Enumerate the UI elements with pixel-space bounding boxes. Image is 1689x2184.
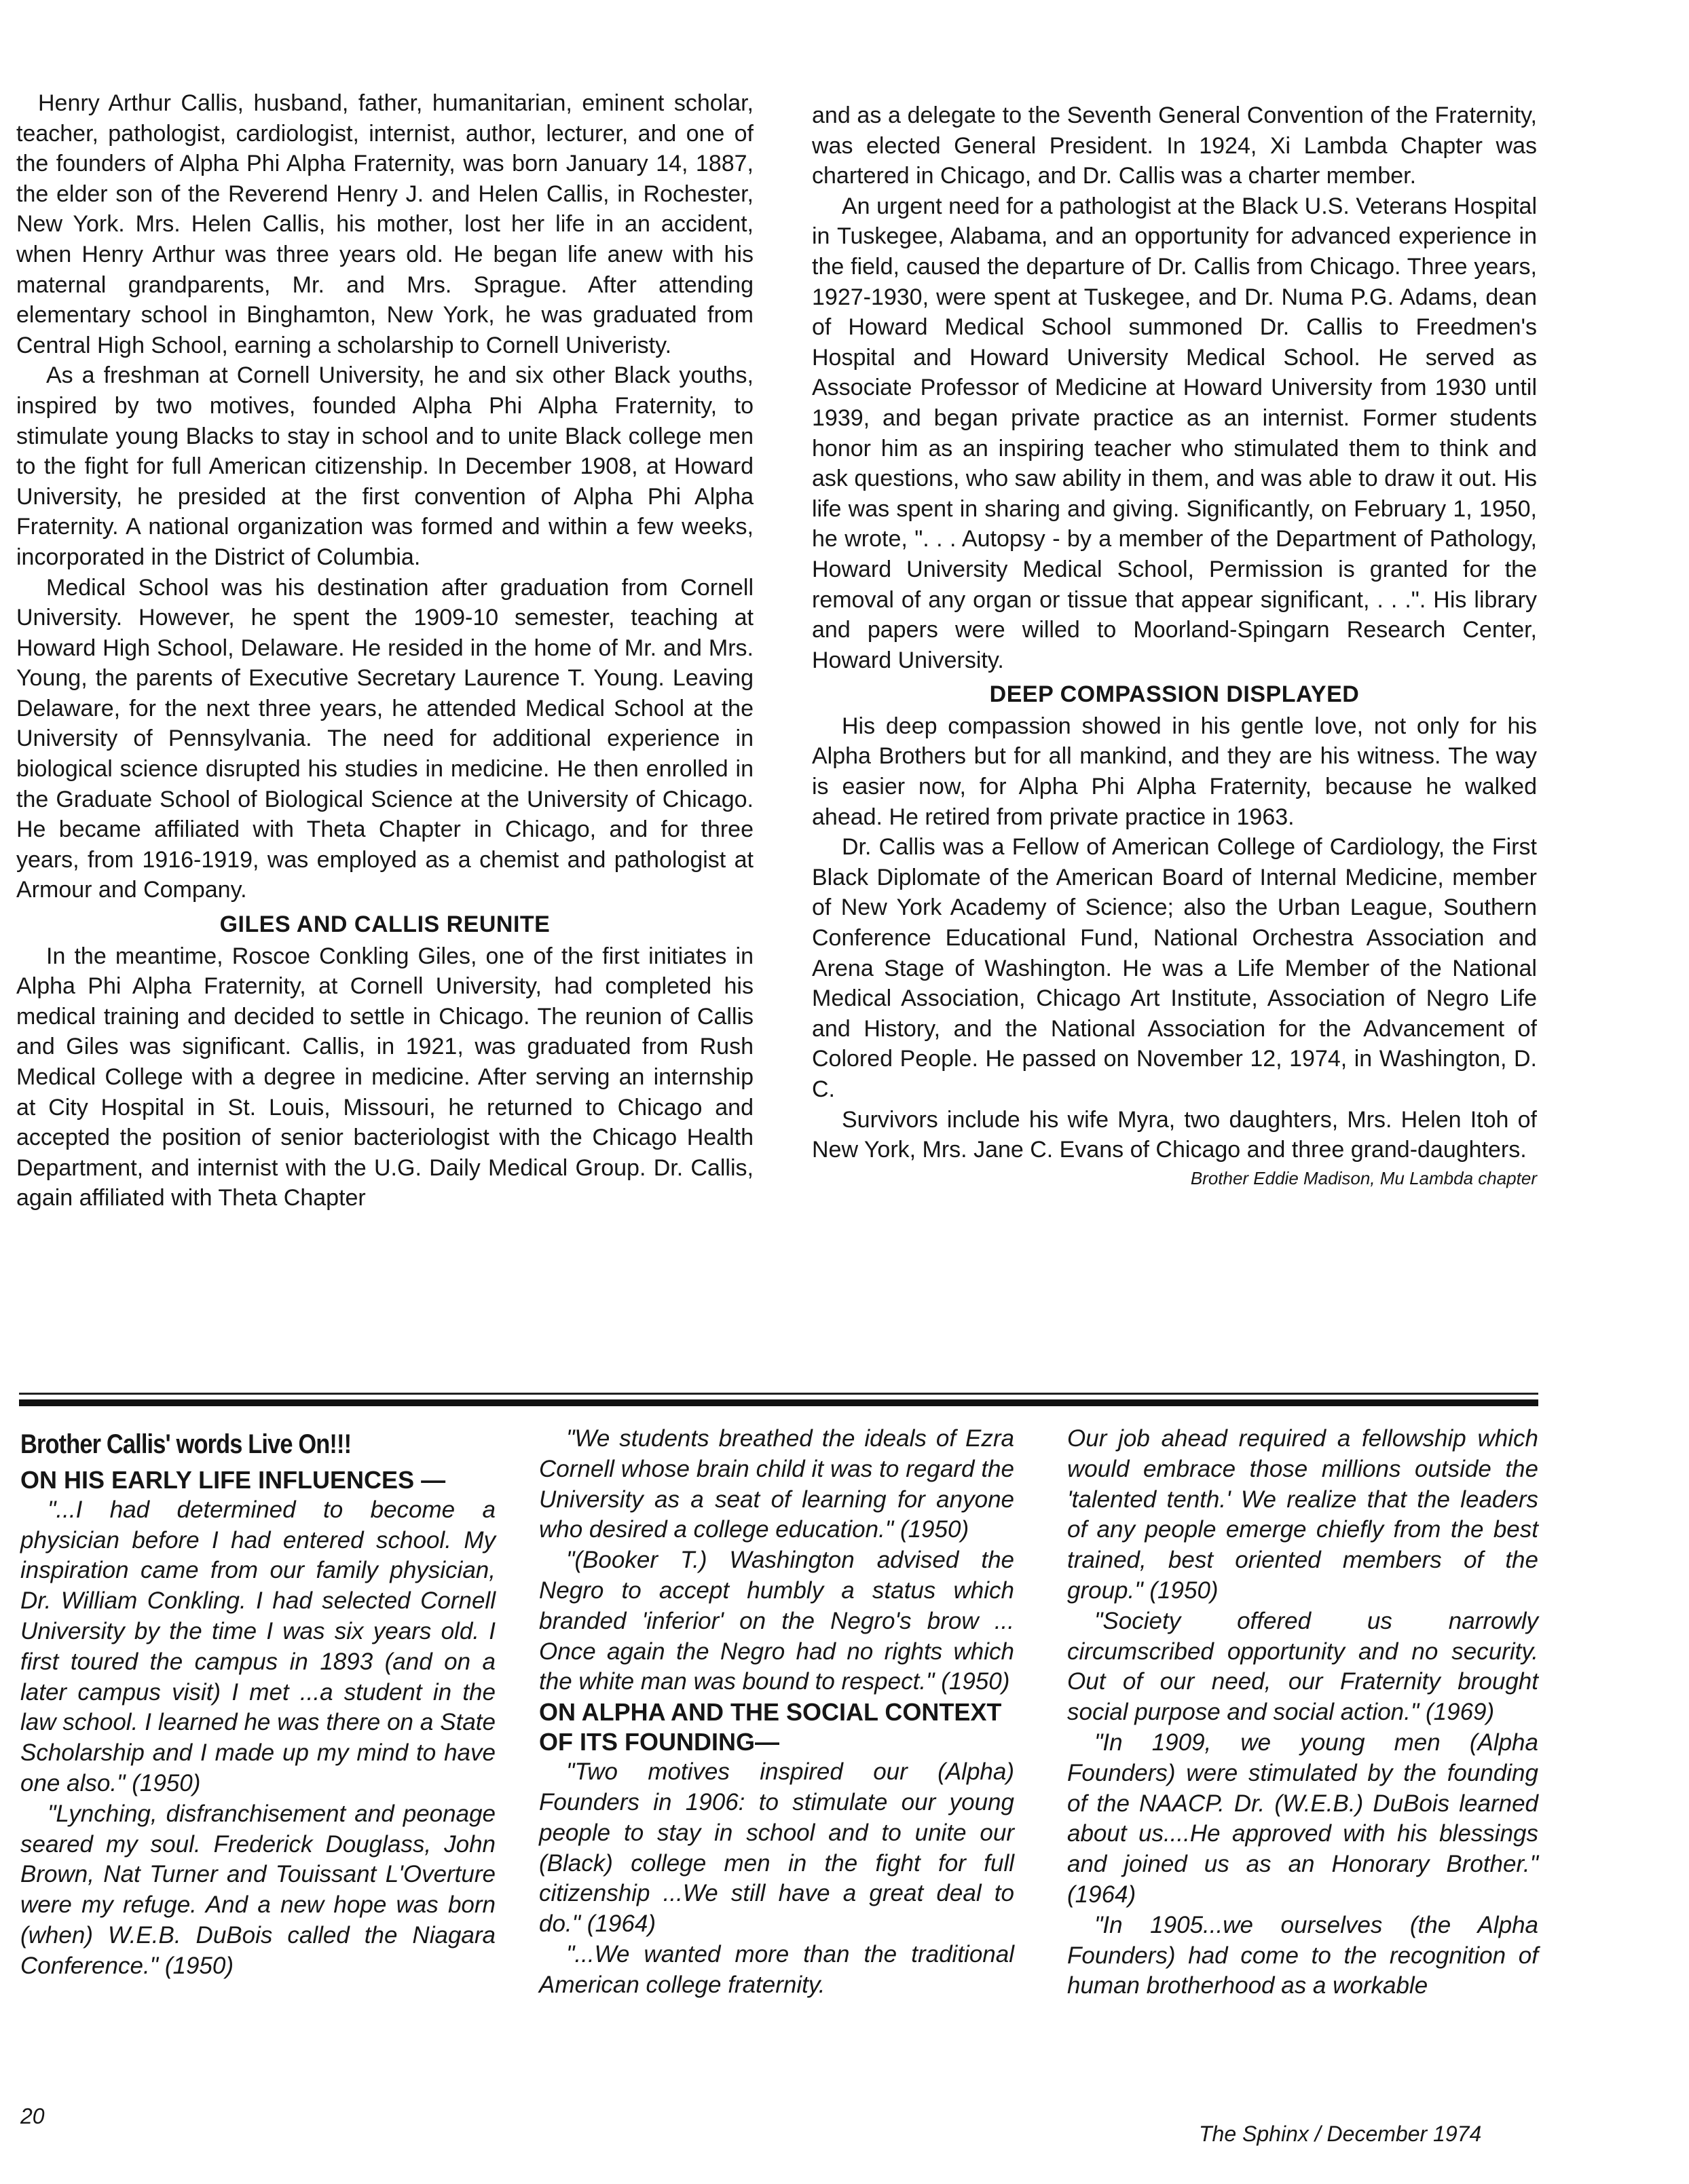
page-number: 20 <box>20 2104 45 2128</box>
quote: "In 1909, we young men (Alpha Founders) were stimulated by the founding of the NAACP. Dr. (W.E.B.) DuBois learned about us....He approved with his blessings and joined us as an Honorary Brother." (1964) <box>1067 1729 1538 1908</box>
quotes-column-2 <box>539 1424 1014 2001</box>
section-heading: DEEP COMPASSION DISPLAYED <box>989 681 1360 708</box>
paragraph: In the meantime, Roscoe Conkling Giles, one of the first initiates in Alpha Phi Alpha Fraternity, at Cornell University, had completed his medical training and decided to settle in Chicago. The reunion of Callis and Giles was significant. Callis, in 1921, was graduated from Rush Medical College with a degree in medicine. After serving an internship at City Hospital in St. Louis, Missouri, he returned to Chicago and accepted the position of senior bacteriologist with the Chicago Health Department, and internist with the U.G. Daily Medical Group. Dr. Callis, again affiliated with Theta Chapter <box>16 943 754 1211</box>
paragraph: Survivors include his wife Myra, two daughters, Mrs. Helen Itoh of New York, Mrs. Jane C. Evans of Chicago and three grand-daughters. <box>812 1106 1537 1163</box>
paragraph: Medical School was his destination after graduation from Cornell University. However, he spent the 1909-10 semester, teaching at Howard High School, Delaware. He resided in the home of Mr. and Mrs. Young, the parents of Executive Secretary Laurence T. Young. Leaving Delaware, for the next three years, he attended Medical School at the University of Pennsylvania. The need for additional experience in biological science disrupted his studies in medicine. He then enrolled in the Graduate School of Biological Science at the University of Chicago. He became affiliated with Theta Chapter in Chicago, and for three years, from 1916-1919, was employed as a chemist and pathologist at Armour and Company. <box>16 574 754 903</box>
quote: "Two motives inspired our (Alpha) Founders in 1906: to stimulate our young people to stay in school and to unite our (Black) college men in the fight for full citizenship ...We still have a great deal to do." (1964) <box>539 1758 1014 1938</box>
paragraph: Dr. Callis was a Fellow of American College of Cardiology, the First Black Diplomate of the American Board of Internal Medicine, member of New York Academy of Science; also the Urban League, Southern Conference Educational Fund, National Orchestra Association and Arena Stage of Washington. He was a Life Member of the National Medical Association, Chicago Art Institute, Association of Negro Life and History, and the National Association for the Advancement of Colored People. He passed on November 12, 1974, in Washington, D. C. <box>812 834 1537 1102</box>
quote: Our job ahead required a fellowship which would embrace those millions outside the 'talented tenth.' We realize that the leaders of any people emerge chiefly from the best trained, best oriented members of the group." (1950) <box>1067 1425 1538 1604</box>
quote: "In 1905...we ourselves (the Alpha Founders) had come to the recognition of human brotherhood as a workable <box>1067 1911 1538 1999</box>
quote: "We students breathed the ideals of Ezra Cornell whose brain child it was to regard the University as a seat of learning for anyone who desired a college education." (1950) <box>539 1425 1014 1543</box>
quotes-column-1 <box>20 1429 496 1982</box>
paragraph: and as a delegate to the Seventh General Convention of the Fraternity, was elected General President. In 1924, Xi Lambda Chapter was chartered in Chicago, and Dr. Callis was a charter member. <box>812 102 1537 189</box>
quote: "...I had determined to become a physician before I had entered school. My inspiration came from our family physician, Dr. William Conkling. I had selected Cornell University by the time I was six years old. I first toured the campus in 1893 (and on a later campus visit) I met ...a student in the law school. I learned he was there on a State Scholarship and I made up my mind to have one also." (1950) <box>20 1496 496 1796</box>
divider-rule <box>19 1393 1538 1395</box>
paragraph: An urgent need for a pathologist at the Black U.S. Veterans Hospital in Tuskegee, Alabama, and an opportunity for advanced experience in the field, caused the departure of Dr. Callis from Chicago. Three years, 1927-1930, were spent at Tuskegee, and Dr. Numa P.G. Adams, dean of Howard Medical School summoned Dr. Callis to Freedmen's Hospital and Howard University Medical School. He served as Associate Professor of Medicine at Howard University from 1930 until 1939, and began private practice as an internist. Former students honor him as an inspiring teacher who stimulated them to think and ask questions, who saw ability in them, and was able to draw it out. His life was spent in sharing and giving. Significantly, on February 1, 1950, he wrote, ". . . Autopsy - by a member of the Department of Pathology, Howard University Medical School, Permission is granted for the removal of any organ or tissue that appear significant, . . .". His library and papers were willed to Moorland-Spingarn Research Center, Howard University. <box>812 193 1537 673</box>
byline: Brother Eddie Madison, Mu Lambda chapter <box>1190 1167 1537 1188</box>
article-right-column <box>812 100 1537 1190</box>
paragraph: As a freshman at Cornell University, he and six other Black youths, inspired by two motives, founded Alpha Phi Alpha Fraternity, to stimulate young Blacks to stay in school and to unite Black college men to the fight for full American citizenship. In December 1908, at Howard University, he presided at the first convention of Alpha Phi Alpha Fraternity. A national organization was formed and within a few weeks, incorporated in the District of Columbia. <box>16 362 754 570</box>
section-heading: GILES AND CALLIS REUNITE <box>219 911 551 938</box>
quote-heading: ON ALPHA AND THE SOCIAL CONTEXT OF ITS FOUNDING— <box>539 1698 1002 1756</box>
quote: "Society offered us narrowly circumscribed opportunity and no security. Out of our need, our Fraternity brought social purpose and social action." (1969) <box>1067 1607 1538 1726</box>
magazine-footer: The Sphinx / December 1974 <box>1199 2122 1482 2146</box>
article-left-column <box>16 88 754 1213</box>
quote: "...We wanted more than the traditional American college fraternity. <box>539 1940 1014 1998</box>
paragraph: Henry Arthur Callis, husband, father, humanitarian, eminent scholar, teacher, pathologist, cardiologist, internist, author, lecturer, and one of the founders of Alpha Phi Alpha Fraternity, was born January 14, 1887, the elder son of the Reverend Henry J. and Helen Callis, in Rochester, New York. Mrs. Helen Callis, his mother, lost her life in an accident, when Henry Arthur was three years old. He began life anew with his maternal grandparents, Mr. and Mrs. Sprague. After attending elementary school in Binghamton, New York, he was graduated from Central High School, earning a scholarship to Cornell Univeristy. <box>16 90 754 358</box>
quote-heading: ON HIS EARLY LIFE INFLUENCES — <box>20 1465 446 1494</box>
divider-rule-thick <box>19 1399 1538 1406</box>
box-title: Brother Callis' words Live On!!! <box>20 1429 352 1459</box>
quote: "Lynching, disfranchisement and peonage seared my soul. Frederick Douglass, John Brown, Nat Turner and Touissant L'Overture were my refuge. And a new hope was born (when) W.E.B. DuBois called the Niagara Conference." (1950) <box>20 1800 496 1979</box>
paragraph: His deep compassion showed in his gentle love, not only for his Alpha Brothers but for all mankind, and they are his witness. The way is easier now, for Alpha Phi Alpha Fraternity, because he walked ahead. He retired from private practice in 1963. <box>812 713 1537 830</box>
quotes-column-3 <box>1067 1424 1538 2001</box>
quote: "(Booker T.) Washington advised the Negro to accept humbly a status which branded 'inferior' on the Negro's brow ... Once again the Negro had no rights which the white man was bound to respect." (1950) <box>539 1547 1014 1695</box>
